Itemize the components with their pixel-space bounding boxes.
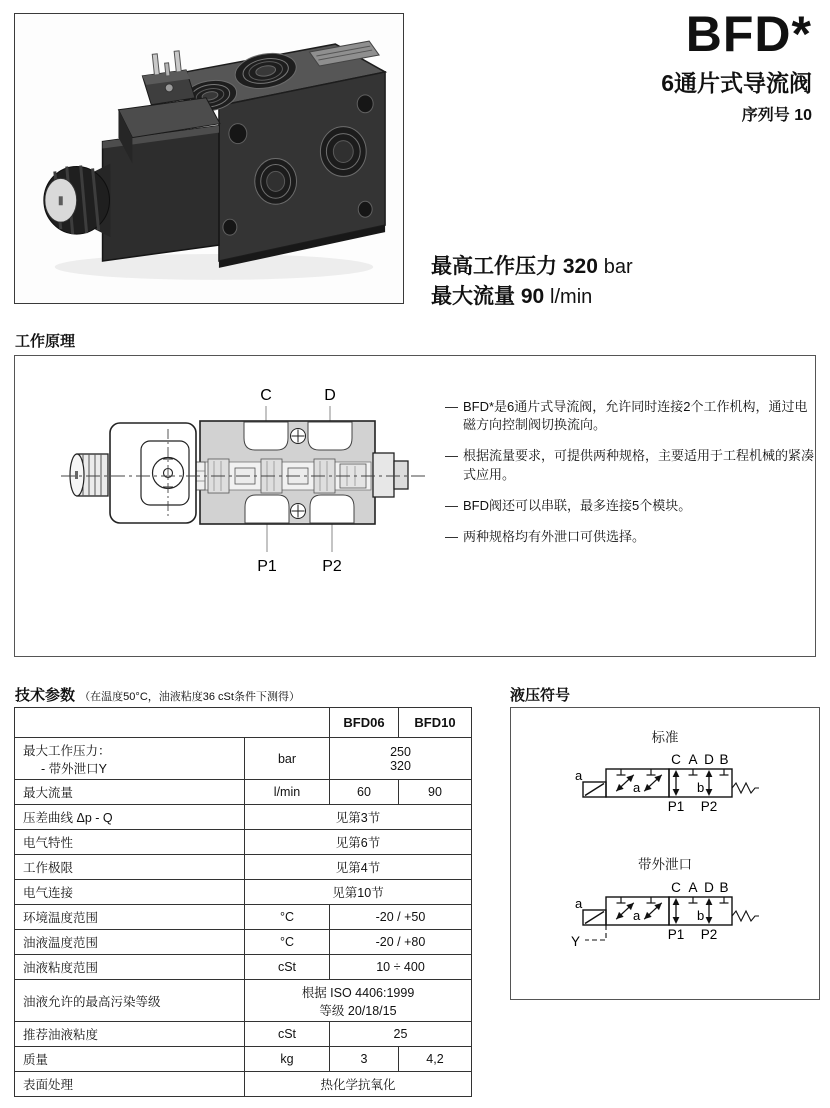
working-principle-heading: 工作原理: [15, 333, 76, 350]
bullet-item: — 两种规格均有外泄口可供选择。: [445, 528, 646, 544]
bullet-item: — BFD*是6通片式导流阀，允许同时连接2个工作机构，通过电磁方向控制阀切换流向。: [445, 399, 808, 433]
table-row: 油液允许的最高污染等级 根据 ISO 4406:1999 等级 20/18/15: [15, 980, 472, 1022]
port-c-label: C: [671, 752, 681, 767]
table-header-row: [15, 708, 472, 738]
table-row: 压差曲线 Δp - Q 见第3节: [15, 805, 472, 830]
threaded-port-front-2: [320, 127, 366, 177]
col-bfd06: BFD06: [330, 708, 399, 738]
table-row: 电气特性 见第6节: [15, 830, 472, 855]
table-row: 环境温度范围 °C -20 / +50: [15, 905, 472, 930]
port-p1-label: P1: [667, 799, 685, 814]
hydraulic-symbols-box: [510, 707, 820, 1000]
col-bfd10: BFD10: [399, 708, 472, 738]
table-row: 推荐油液粘度 cSt 25: [15, 1022, 472, 1047]
tech-params-note: （在温度50°C，油液粘度36 cSt条件下测得）: [79, 691, 300, 703]
valve-section-diagram: [55, 366, 455, 641]
table-row: 电气连接 见第10节: [15, 880, 472, 905]
valve-photo-illustration: [15, 14, 403, 303]
standard-symbol-label: 标准: [651, 730, 679, 745]
port-d-label: D: [704, 880, 714, 895]
solenoid-label: a: [575, 896, 583, 911]
hydraulic-symbol-drain: [569, 880, 769, 956]
working-principle-box: [14, 355, 816, 657]
table-row: 最大工作压力： - 带外泄口Y bar 250 320: [15, 738, 472, 780]
max-flow: 最大流量 90 l/min: [431, 285, 593, 308]
diagram-port-p1: P1: [257, 558, 277, 575]
drain-symbol-label: 带外泄口: [638, 857, 692, 872]
hydraulic-symbols-heading: 液压符号: [510, 687, 571, 704]
port-p2-label: P2: [700, 799, 718, 814]
threaded-port-front-1: [255, 159, 297, 205]
drain-line: [585, 925, 606, 940]
table-row: 质量 kg 3 4,2: [15, 1047, 472, 1072]
diagram-port-c: C: [260, 387, 272, 404]
title-block: [661, 8, 812, 125]
tech-params-table: [14, 707, 472, 1097]
hydraulic-symbol-standard: [569, 752, 769, 818]
key-specs: [431, 252, 633, 312]
diagram-port-p2: P2: [322, 558, 342, 575]
table-row: 油液温度范围 °C -20 / +80: [15, 930, 472, 955]
port-c-label: C: [671, 880, 681, 895]
tech-params-heading: 技术参数 （在温度50°C，油液粘度36 cSt条件下测得）: [15, 687, 300, 704]
bullet-item: — BFD阀还可以串联，最多连接5个模块。: [445, 497, 692, 513]
max-pressure: 最高工作压力 320 bar: [431, 255, 633, 278]
port-b-label: B: [719, 880, 729, 895]
port-b-label: B: [719, 752, 729, 767]
product-name: 6通片式导流阀: [661, 69, 812, 96]
chamber-a-label: a: [633, 908, 641, 923]
port-a-label: A: [688, 752, 698, 767]
working-principle-bullets: [445, 398, 817, 559]
chamber-b-label: b: [697, 780, 705, 795]
chamber-a-label: a: [633, 780, 641, 795]
product-code: BFD*: [685, 6, 812, 62]
solenoid-label: a: [575, 768, 583, 783]
port-p1-label: P1: [667, 927, 685, 942]
port-a-label: A: [688, 880, 698, 895]
port-p2-label: P2: [700, 927, 718, 942]
table-row: 最大流量 l/min 60 90: [15, 780, 472, 805]
table-row: 工作极限 见第4节: [15, 855, 472, 880]
diagram-port-d: D: [324, 387, 336, 404]
series-number: 序列号 10: [741, 106, 812, 124]
table-row: 油液粘度范围 cSt 10 ÷ 400: [15, 955, 472, 980]
bullet-item: — 根据流量要求，可提供两种规格，主要适用于工程机械的紧凑式应用。: [445, 448, 815, 482]
product-photo: [14, 13, 404, 304]
chamber-b-label: b: [697, 908, 705, 923]
drain-y-label: Y: [571, 934, 581, 949]
table-row: 表面处理 热化学抗氧化: [15, 1072, 472, 1097]
port-d-label: D: [704, 752, 714, 767]
